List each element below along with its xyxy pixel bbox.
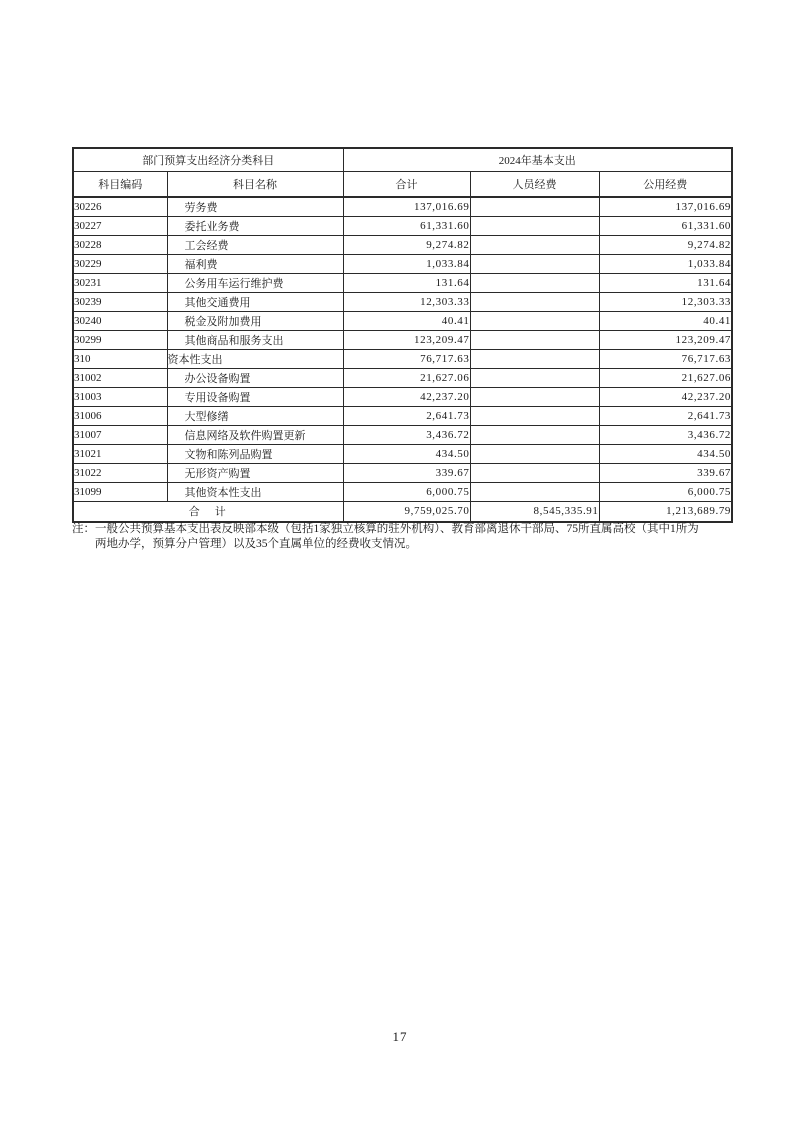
table-row bbox=[73, 387, 732, 406]
table-row bbox=[73, 216, 732, 235]
table-row bbox=[73, 444, 732, 463]
row-total-value: 76,717.63 bbox=[343, 349, 470, 368]
row-total-value: 21,627.06 bbox=[343, 368, 470, 387]
table-column-header-row bbox=[73, 172, 732, 198]
row-public-value: 137,016.69 bbox=[599, 197, 732, 216]
row-personnel-value bbox=[470, 444, 599, 463]
table-row bbox=[73, 349, 732, 368]
row-personnel-value bbox=[470, 368, 599, 387]
row-personnel-value bbox=[470, 463, 599, 482]
row-subject-code: 30240 bbox=[73, 311, 167, 330]
row-personnel-value bbox=[470, 216, 599, 235]
page-number: 17 bbox=[392, 1029, 408, 1044]
group-header-2024-basic-expenditure: 2024年基本支出 bbox=[343, 148, 732, 172]
table-row bbox=[73, 254, 732, 273]
row-public-value: 9,274.82 bbox=[599, 235, 732, 254]
row-public-value: 42,237.20 bbox=[599, 387, 732, 406]
row-subject-name: 无形资产购置 bbox=[167, 463, 343, 482]
column-header-personnel-funds: 人员经费 bbox=[470, 172, 599, 198]
table-row bbox=[73, 406, 732, 425]
table-group-header-row bbox=[73, 148, 732, 172]
row-subject-code: 30229 bbox=[73, 254, 167, 273]
row-subject-name: 公务用车运行维护费 bbox=[167, 273, 343, 292]
row-public-value: 76,717.63 bbox=[599, 349, 732, 368]
row-subject-name: 工会经费 bbox=[167, 235, 343, 254]
column-header-subject-name: 科目名称 bbox=[167, 172, 343, 198]
row-personnel-value bbox=[470, 235, 599, 254]
row-subject-code: 30299 bbox=[73, 330, 167, 349]
row-subject-name: 委托业务费 bbox=[167, 216, 343, 235]
row-personnel-value bbox=[470, 482, 599, 501]
row-personnel-value bbox=[470, 406, 599, 425]
table-row bbox=[73, 482, 732, 501]
row-subject-name: 税金及附加费用 bbox=[167, 311, 343, 330]
row-subject-name: 其他资本性支出 bbox=[167, 482, 343, 501]
table-row bbox=[73, 273, 732, 292]
row-subject-code: 31021 bbox=[73, 444, 167, 463]
row-subject-name: 其他交通费用 bbox=[167, 292, 343, 311]
row-total-value: 9,274.82 bbox=[343, 235, 470, 254]
row-subject-name: 办公设备购置 bbox=[167, 368, 343, 387]
row-personnel-value bbox=[470, 197, 599, 216]
row-personnel-value bbox=[470, 425, 599, 444]
row-public-value: 434.50 bbox=[599, 444, 732, 463]
table-row bbox=[73, 330, 732, 349]
row-public-value: 339.67 bbox=[599, 463, 732, 482]
row-total-value: 137,016.69 bbox=[343, 197, 470, 216]
row-public-value: 40.41 bbox=[599, 311, 732, 330]
total-row-public-value: 1,213,689.79 bbox=[599, 501, 732, 522]
row-subject-name: 大型修缮 bbox=[167, 406, 343, 425]
row-public-value: 131.64 bbox=[599, 273, 732, 292]
row-subject-code: 310 bbox=[73, 349, 167, 368]
row-total-value: 42,237.20 bbox=[343, 387, 470, 406]
row-subject-code: 31003 bbox=[73, 387, 167, 406]
row-subject-code: 30227 bbox=[73, 216, 167, 235]
row-total-value: 6,000.75 bbox=[343, 482, 470, 501]
row-personnel-value bbox=[470, 254, 599, 273]
row-total-value: 339.67 bbox=[343, 463, 470, 482]
row-total-value: 434.50 bbox=[343, 444, 470, 463]
row-subject-name: 信息网络及软件购置更新 bbox=[167, 425, 343, 444]
table-row bbox=[73, 311, 732, 330]
table-body bbox=[73, 197, 732, 501]
total-row-total-value: 9,759,025.70 bbox=[343, 501, 470, 522]
column-header-subject-code: 科目编码 bbox=[73, 172, 167, 198]
footnote-label: 注： bbox=[72, 523, 95, 535]
table-row bbox=[73, 368, 732, 387]
table-row bbox=[73, 197, 732, 216]
row-public-value: 123,209.47 bbox=[599, 330, 732, 349]
table-total-row bbox=[73, 501, 732, 522]
row-subject-name: 福利费 bbox=[167, 254, 343, 273]
row-subject-code: 30231 bbox=[73, 273, 167, 292]
row-subject-name: 专用设备购置 bbox=[167, 387, 343, 406]
row-subject-code: 31002 bbox=[73, 368, 167, 387]
row-total-value: 12,303.33 bbox=[343, 292, 470, 311]
row-total-value: 61,331.60 bbox=[343, 216, 470, 235]
row-total-value: 1,033.84 bbox=[343, 254, 470, 273]
row-subject-name: 其他商品和服务支出 bbox=[167, 330, 343, 349]
group-header-subject-classification: 部门预算支出经济分类科目 bbox=[73, 148, 343, 172]
row-subject-name: 资本性支出 bbox=[167, 349, 343, 368]
row-total-value: 131.64 bbox=[343, 273, 470, 292]
table-row bbox=[73, 235, 732, 254]
row-subject-code: 30226 bbox=[73, 197, 167, 216]
budget-table bbox=[72, 147, 733, 523]
row-public-value: 6,000.75 bbox=[599, 482, 732, 501]
row-subject-code: 30239 bbox=[73, 292, 167, 311]
row-subject-name: 劳务费 bbox=[167, 197, 343, 216]
table-row bbox=[73, 292, 732, 311]
row-total-value: 3,436.72 bbox=[343, 425, 470, 444]
footnote bbox=[72, 522, 720, 551]
row-public-value: 2,641.73 bbox=[599, 406, 732, 425]
row-personnel-value bbox=[470, 311, 599, 330]
row-subject-code: 30228 bbox=[73, 235, 167, 254]
row-public-value: 21,627.06 bbox=[599, 368, 732, 387]
row-public-value: 12,303.33 bbox=[599, 292, 732, 311]
footnote-text: 一般公共预算基本支出表反映部本级（包括1家独立核算的驻外机构）、教育部离退休干部局、75所直属高校（其中1所为两地办学，预算分户管理）以及35个直属单位的经费收支情况。 bbox=[95, 523, 699, 550]
row-subject-code: 31022 bbox=[73, 463, 167, 482]
row-total-value: 123,209.47 bbox=[343, 330, 470, 349]
row-total-value: 2,641.73 bbox=[343, 406, 470, 425]
table-row bbox=[73, 425, 732, 444]
row-total-value: 40.41 bbox=[343, 311, 470, 330]
column-header-public-funds: 公用经费 bbox=[599, 172, 732, 198]
row-subject-code: 31099 bbox=[73, 482, 167, 501]
total-row-label: 合 计 bbox=[73, 501, 343, 522]
row-personnel-value bbox=[470, 273, 599, 292]
row-personnel-value bbox=[470, 349, 599, 368]
row-subject-code: 31006 bbox=[73, 406, 167, 425]
row-public-value: 61,331.60 bbox=[599, 216, 732, 235]
row-public-value: 1,033.84 bbox=[599, 254, 732, 273]
table-row bbox=[73, 463, 732, 482]
row-personnel-value bbox=[470, 387, 599, 406]
row-personnel-value bbox=[470, 292, 599, 311]
total-row-personnel-value: 8,545,335.91 bbox=[470, 501, 599, 522]
column-header-total: 合计 bbox=[343, 172, 470, 198]
row-personnel-value bbox=[470, 330, 599, 349]
row-public-value: 3,436.72 bbox=[599, 425, 732, 444]
row-subject-name: 文物和陈列品购置 bbox=[167, 444, 343, 463]
row-subject-code: 31007 bbox=[73, 425, 167, 444]
